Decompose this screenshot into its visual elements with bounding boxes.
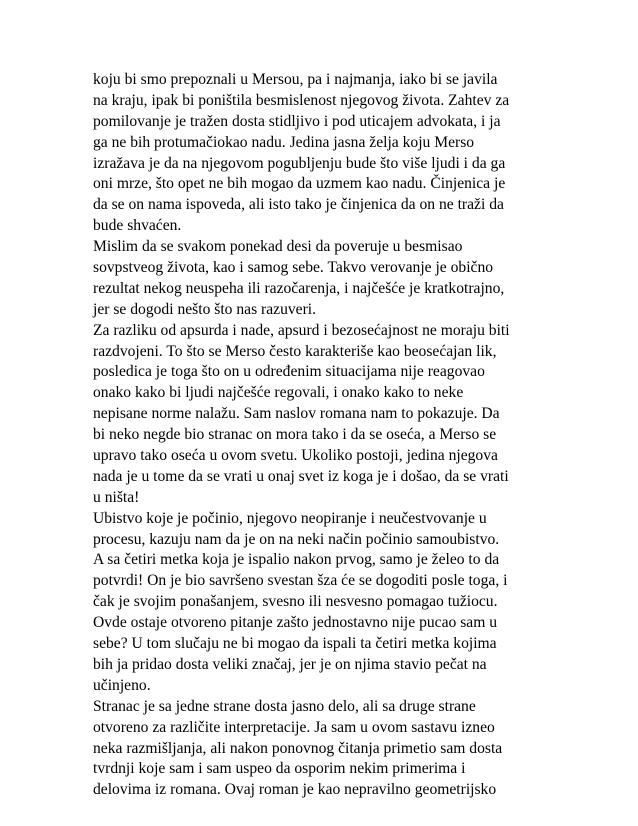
text-line: procesu, kazuju nam da je on na neki način počinio samoubistvo. [93, 530, 500, 548]
text-line: sebe? U tom slučaju ne bi mogao da ispali ta četiri metka kojima [93, 635, 497, 653]
text-line: Stranac je sa jedne strane dosta jasno delo, ali sa druge strane [93, 697, 476, 715]
text-line: rezultat nekog neuspeha ili razočarenja, i najčešće je kratkotrajno, [93, 279, 505, 297]
text-line: Ubistvo koje je počinio, njegovo neopiranje i neučestvovanje u [93, 509, 487, 527]
text-line: Za razliku od apsurda i nade, apsurd i bezosećajnost ne moraju biti [93, 321, 510, 339]
text-line: čak je svojim ponašanjem, svesno ili nesvesno pomagao tužiocu. [93, 593, 498, 611]
text-line: A sa četiri metka koja je ispalio nakon prvog, samo je želeo to da [93, 551, 500, 569]
text-line: razdvojeni. To što se Merso često karakteriše kao beosećajan lik, [93, 342, 497, 360]
text-line: ga ne bih protumačiokao nadu. Jedina jasna želja koju Merso [93, 133, 475, 151]
text-line: nada je u tome da se vrati u onaj svet iz koga je i došao, da se vrati [93, 467, 509, 485]
text-line: koju bi smo prepoznali u Mersou, pa i najmanja, iako bi se javila [93, 71, 498, 88]
text-line: sovpstveog života, kao i samog sebe. Takvo verovanje je obično [93, 259, 494, 277]
text-line: u ništa! [93, 488, 140, 506]
text-line: jer se dogodi nešto što nas razuveri. [93, 300, 317, 318]
text-line: upravo tako oseća u ovom svetu. Ukoliko postoji, jedina njegova [93, 447, 498, 465]
text-line: Ovde ostaje otvoreno pitanje zašto jednostavno nije pucao sam u [93, 614, 498, 632]
text-line: da se on nama ispoveda, ali isto tako je činjenica da on ne traži da [93, 196, 504, 214]
text-line: delovima iz romana. Ovaj roman je kao nepravilno geometrijsko [93, 781, 497, 799]
text-line: onako kako bi ljudi najčešće regovali, i onako kako to neke [93, 384, 464, 402]
text-line: neka razmišljanja, ali nakon ponovnog čitanja primetio sam dosta [93, 739, 503, 757]
text-line: bih ja pridao dosta veliki značaj, jer je on njima stavio pečat na [93, 655, 487, 673]
text-line: otvoreno za različite interpretacije. Ja sam u ovom sastavu izneo [93, 718, 495, 736]
text-line: nepisane norme nalažu. Sam naslov romana nam to pokazuje. Da [93, 405, 500, 423]
text-line: posledica je toga što on u određenim situacijama nije reagovao [93, 363, 485, 381]
text-line: pomilovanje je tražen dosta stidljivo i pod uticajem advokata, i ja [93, 112, 501, 130]
text-line: Mislim da se svakom ponekad desi da poveruje u besmisao [93, 238, 463, 256]
text-line: oni mrze, što opet ne bih mogao da uzmem kao nadu. Činjenica je [93, 175, 506, 193]
text-line: izražava je da na njegovom pogubljenju bude što više ljudi i da ga [93, 154, 506, 172]
text-line: potvrdi! On je bio savršeno svestan šza će se dogoditi posle toga, i [93, 572, 508, 590]
text-line: učinjeno. [93, 676, 151, 694]
text-line: tvrdnji koje sam i sam uspeo da osporim nekim primerima i [93, 760, 466, 778]
text-line: na kraju, ipak bi poništila besmislenost njegovog života. Zahtev za [93, 91, 510, 109]
document-body-text [93, 70, 553, 801]
text-line: bude shvaćen. [93, 217, 182, 235]
text-line: bi neko negde bio stranac on mora tako i da se oseća, a Merso se [93, 426, 497, 444]
